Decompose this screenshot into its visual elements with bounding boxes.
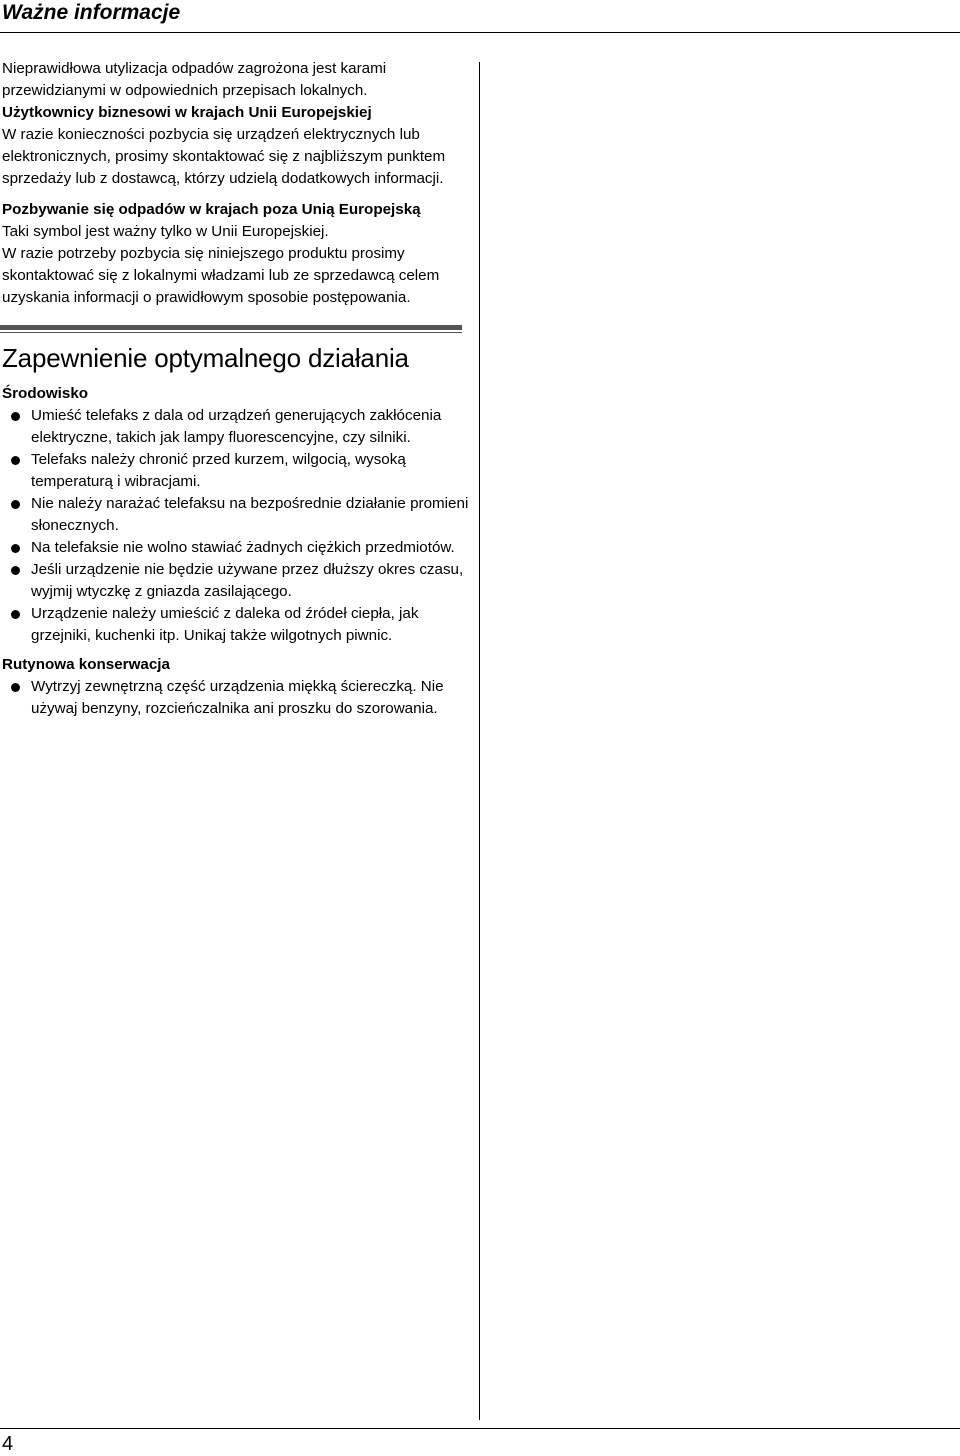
maintenance-heading: Rutynowa konserwacja [2,656,170,673]
business-users-heading: Użytkownicy biznesowi w krajach Unii Europejskiej [2,104,372,121]
non-eu-paragraph-1: Taki symbol jest ważny tylko w Unii Europejskiej. [2,223,329,240]
bullet-icon [11,500,20,509]
environment-list [2,405,472,647]
section-divider-thin [0,332,462,333]
section-divider-thick [0,325,462,330]
list-item: Telefaks należy chronić przed kurzem, wilgocią, wysoką temperaturą i wibracjami. [2,449,472,493]
business-users-paragraph: W razie konieczności pozbycia się urządzeń elektrycznych lub elektronicznych, prosimy skontaktować się z najbliższym punktem sprzedaży lub z dostawcą, którzy udzielą dodatkowych informacji. [2,126,446,187]
environment-heading: Środowisko [2,385,89,402]
non-eu-heading: Pozbywanie się odpadów w krajach poza Unią Europejską [2,201,421,218]
section-divider-bar [0,325,462,333]
list-item: Urządzenie należy umieścić z daleka od źródeł ciepła, jak grzejniki, kuchenki itp. Unikaj także wilgotnych piwnic. [2,603,472,647]
page-number: 4 [2,1433,14,1455]
section-title: Zapewnienie optymalnego działania [2,343,409,373]
page-header-title: Ważne informacje [2,1,181,24]
list-item: Jeśli urządzenie nie będzie używane przez dłuższy okres czasu, wyjmij wtyczkę z gniazda zasilającego. [2,559,472,603]
list-item: Na telefaksie nie wolno stawiać żadnych ciężkich przedmiotów. [2,537,472,559]
bullet-icon [11,566,20,575]
list-item: Umieść telefaks z dala od urządzeń generujących zakłócenia elektryczne, takich jak lampy fluorescencyjne, czy silniki. [2,405,472,449]
bullet-icon [11,683,20,692]
header-divider [0,32,960,33]
non-eu-paragraph-2: W razie potrzeby pozbycia się niniejszego produktu prosimy skontaktować się z lokalnymi władzami lub ze sprzedawcą celem uzyskania informacji o prawidłowym sposobie postępowania. [2,245,440,306]
bullet-icon [11,456,20,465]
bullet-icon [11,544,20,553]
maintenance-list [2,676,472,720]
disposal-penalty-paragraph: Nieprawidłowa utylizacja odpadów zagrożona jest karami przewidzianymi w odpowiednich przepisach lokalnych. [2,60,387,99]
optimal-operation-content [2,383,472,720]
column-divider [479,62,480,1420]
bullet-icon [11,610,20,619]
footer-divider [0,1428,960,1429]
disposal-info-block [2,58,472,309]
list-item: Nie należy narażać telefaksu na bezpośrednie działanie promieni słonecznych. [2,493,472,537]
bullet-icon [11,412,20,421]
list-item: Wytrzyj zewnętrzną część urządzenia miękką ściereczką. Nie używaj benzyny, rozcieńczalnika ani proszku do szorowania. [2,676,472,720]
